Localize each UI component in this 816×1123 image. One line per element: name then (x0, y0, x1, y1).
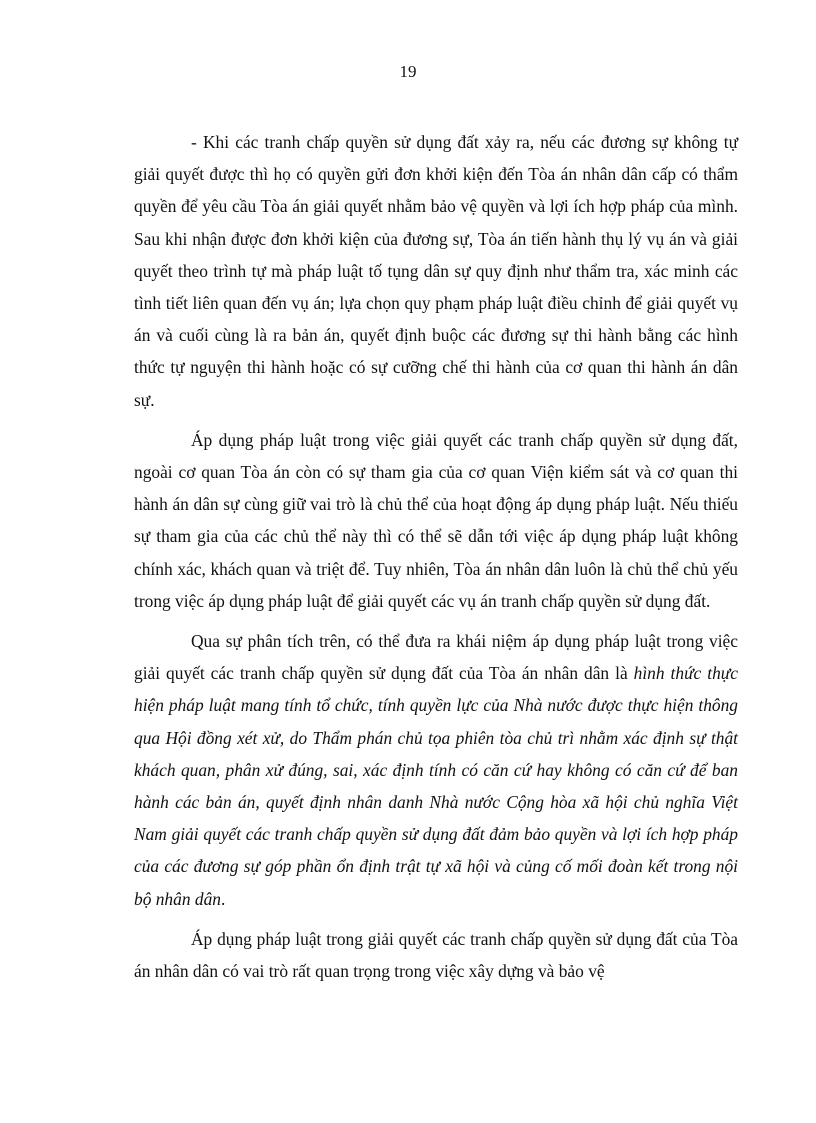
paragraph-3-definition: hình thức thực hiện pháp luật mang tính tổ chức, tính quyền lực của Nhà nước được thực hiện thông qua Hội đồng xét xử, do Thẩm phán chủ tọa phiên tòa chủ trì nhằm xác định sự thật khách quan, phân xử đúng, sai, xác định tính có căn cứ hay không có căn cứ để ban hành các bản án, quyết định nhân danh Nhà nước Cộng hòa xã hội chủ nghĩa Việt Nam giải quyết các tranh chấp quyền sử dụng đất đảm bảo quyền và lợi ích hợp pháp của các đương sự góp phần ổn định trật tự xã hội và củng cố mối đoàn kết trong nội bộ nhân dân (134, 663, 738, 909)
document-body (134, 126, 738, 995)
paragraph-1: - Khi các tranh chấp quyền sử dụng đất xảy ra, nếu các đương sự không tự giải quyết được thì họ có quyền gửi đơn khởi kiện đến Tòa án nhân dân cấp có thẩm quyền để yêu cầu Tòa án giải quyết nhằm bảo vệ quyền và lợi ích hợp pháp của mình. Sau khi nhận được đơn khởi kiện của đương sự, Tòa án tiến hành thụ lý vụ án và giải quyết theo trình tự mà pháp luật tố tụng dân sự quy định như thẩm tra, xác minh các tình tiết liên quan đến vụ án; lựa chọn quy phạm pháp luật điều chỉnh để giải quyết vụ án và cuối cùng là ra bản án, quyết định buộc các đương sự thi hành bằng các hình thức tự nguyện thi hành hoặc có sự cưỡng chế thi hành của cơ quan thi hành án dân sự. (134, 132, 738, 410)
paragraph-3-end: . (220, 888, 226, 909)
paragraph-2: Áp dụng pháp luật trong việc giải quyết các tranh chấp quyền sử dụng đất, ngoài cơ quan Tòa án còn có sự tham gia của cơ quan Viện kiểm sát và cơ quan thi hành án dân sự cùng giữ vai trò là chủ thể của hoạt động áp dụng pháp luật. Nếu thiếu sự tham gia của các chủ thể này thì có thể sẽ dẫn tới việc áp dụng pháp luật không chính xác, khách quan và triệt để. Tuy nhiên, Tòa án nhân dân luôn là chủ thể chủ yếu trong việc áp dụng pháp luật để giải quyết các vụ án tranh chấp quyền sử dụng đất. (134, 429, 738, 611)
paragraph-3-lead: Qua sự phân tích trên, có thể đưa ra khái niệm áp dụng pháp luật trong việc giải quyết các tranh chấp quyền sử dụng đất của Tòa án nhân dân là (134, 631, 738, 684)
paragraph-3 (134, 625, 738, 915)
paragraph-4: Áp dụng pháp luật trong giải quyết các tranh chấp quyền sử dụng đất của Tòa án nhân dân có vai trò rất quan trọng trong việc xây dựng và bảo vệ (134, 928, 738, 982)
page-number: 19 (399, 62, 417, 81)
